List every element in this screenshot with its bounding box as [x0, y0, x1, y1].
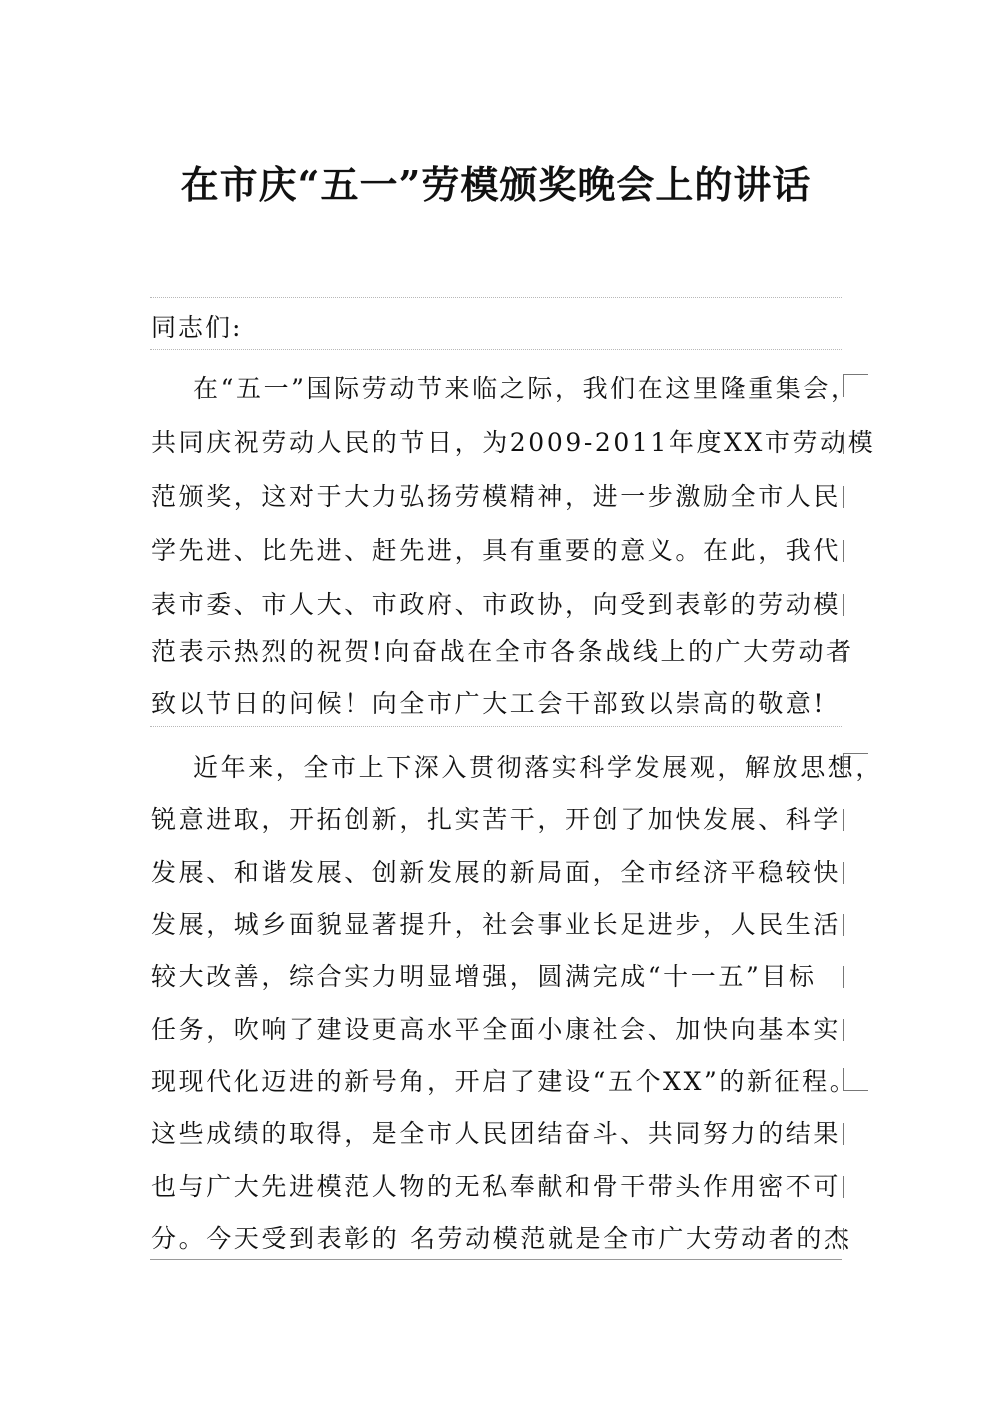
- line-end-marker: [843, 486, 844, 508]
- paragraph-separator-rule: [150, 726, 842, 727]
- paragraph-2-line-9: 也与广大先进模范人物的无私奉献和骨干带头作用密不可: [151, 1172, 842, 1201]
- line-end-marker: [843, 1068, 868, 1091]
- line-end-marker: [843, 540, 844, 562]
- paragraph-2-line-5: 较大改善，综合实力明显增强，圆满完成“十一五”目标: [151, 962, 817, 991]
- paragraph-2-line-6: 任务，吹响了建设更高水平全面小康社会、加快向基本实: [151, 1015, 842, 1044]
- salutation: 同志们:: [151, 313, 243, 342]
- paragraph-2-line-4: 发展，城乡面貌显著提升，社会事业长足进步，人民生活: [151, 910, 842, 939]
- document-title: 在市庆“五一”劳模颁奖晚会上的讲话: [180, 162, 812, 207]
- paragraph-1-line-3: 范颁奖，这对于大力弘扬劳模精神，进一步激励全市人民: [151, 482, 842, 511]
- line-end-marker: [843, 966, 844, 988]
- line-end-marker: [843, 594, 844, 616]
- paragraph-1-line-1: 在“五一”国际劳动节来临之际，我们在这里隆重集会，: [193, 374, 859, 403]
- line-end-marker: [843, 914, 844, 936]
- paragraph-1-line-7: 致以节日的问候！向全市广大工会干部致以崇高的敬意!: [151, 689, 827, 718]
- line-end-marker: [843, 432, 844, 454]
- line-end-marker: [843, 374, 868, 397]
- paragraph-1-line-2: 共同庆祝劳动人民的节日，为2009-2011年度XX市劳动模: [151, 428, 876, 457]
- text-area-bottom-rule: [150, 1259, 842, 1260]
- line-end-marker: [843, 1019, 844, 1041]
- salutation-bottom-rule: [150, 349, 842, 350]
- line-end-marker: [843, 862, 844, 884]
- line-end-marker: [843, 809, 844, 831]
- line-end-marker: [843, 1176, 844, 1198]
- paragraph-2-line-1: 近年来，全市上下深入贯彻落实科学发展观，解放思想，: [193, 753, 884, 782]
- paragraph-1-line-4: 学先进、比先进、赶先进，具有重要的意义。在此，我代: [151, 536, 842, 565]
- paragraph-2-line-3: 发展、和谐发展、创新发展的新局面，全市经济平稳较快: [151, 858, 842, 887]
- paragraph-2-line-2: 锐意进取，开拓创新，扎实苦干，开创了加快发展、科学: [151, 805, 842, 834]
- line-end-marker: [843, 753, 868, 776]
- line-end-marker: [843, 1228, 844, 1250]
- paragraph-1-line-5: 表市委、市人大、市政府、市政协，向受到表彰的劳动模: [151, 590, 842, 619]
- paragraph-2-line-8: 这些成绩的取得，是全市人民团结奋斗、共同努力的结果: [151, 1119, 842, 1148]
- line-end-marker: [843, 1123, 844, 1145]
- paragraph-2-line-10: 分。今天受到表彰的 名劳动模范就是全市广大劳动者的杰: [151, 1224, 852, 1253]
- line-end-marker: [843, 641, 844, 663]
- salutation-top-rule: [150, 297, 842, 298]
- paragraph-1-line-6: 范表示热烈的祝贺!向奋战在全市各条战线上的广大劳动者: [151, 637, 854, 666]
- paragraph-2-line-7: 现现代化迈进的新号角，开启了建设“五个XX”的新征程。: [151, 1067, 858, 1096]
